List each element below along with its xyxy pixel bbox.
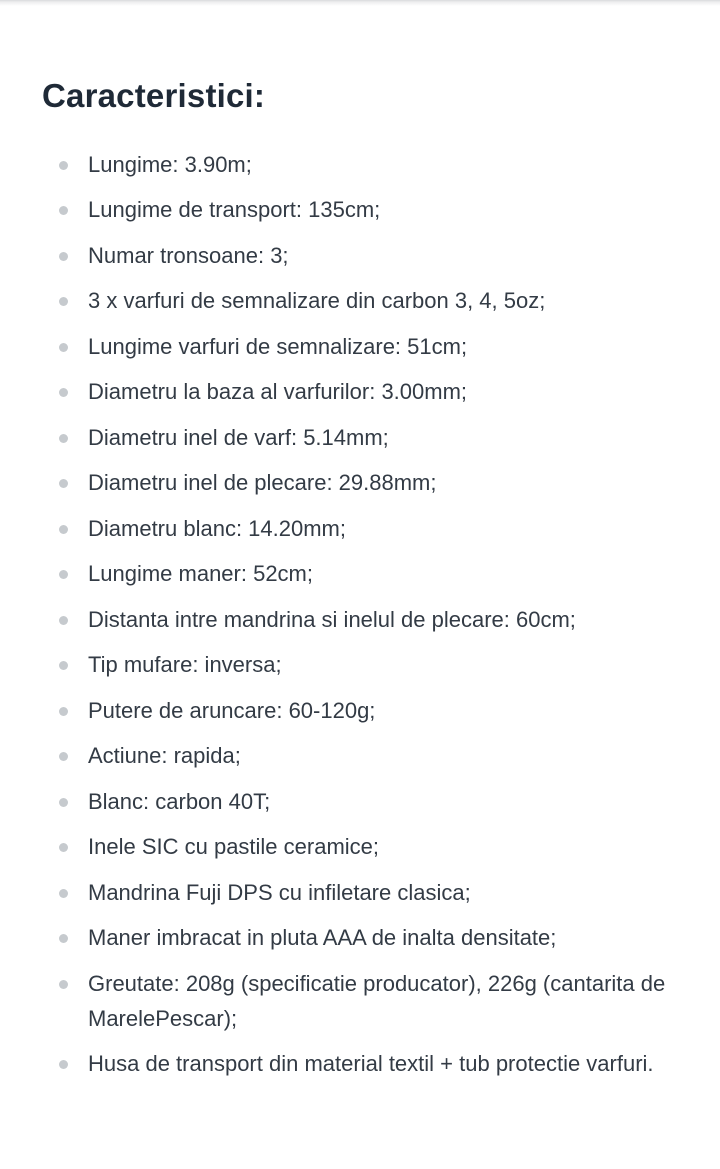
bullet-dot-icon	[59, 707, 68, 716]
bullet-dot-icon	[59, 434, 68, 443]
list-item-text: Husa de transport din material textil + tub protectie varfuri.	[88, 1051, 654, 1076]
bullet-dot-icon	[59, 297, 68, 306]
bullet-dot-icon	[59, 479, 68, 488]
list-item	[42, 921, 682, 956]
list-item-text: Tip mufare: inversa;	[88, 652, 282, 678]
list-item-text: Lungime maner: 52cm;	[88, 561, 313, 587]
list-item	[42, 466, 682, 501]
bullet-dot-icon	[59, 252, 68, 261]
list-item-text: Putere de aruncare: 60-120g;	[88, 697, 376, 723]
list-item	[42, 830, 682, 865]
list-item	[42, 512, 682, 547]
section-title: Caracteristici:	[42, 77, 266, 114]
list-item	[42, 421, 682, 456]
list-item-text: Maner imbracat in pluta AAA de inalta densitate;	[88, 925, 557, 951]
bullet-dot-icon	[59, 1060, 68, 1069]
list-item-text: Inele SIC cu pastile ceramice;	[88, 834, 380, 860]
list-item-text: Greutate: 208g (specificatie producator), 226g (cantarita de MarelePescar);	[88, 970, 666, 1031]
bullet-dot-icon	[59, 161, 68, 170]
list-item-text: Actiune: rapida;	[88, 743, 241, 769]
list-item-text: Numar tronsoane: 3;	[88, 242, 289, 268]
list-item	[42, 603, 682, 638]
list-item-text: Diametru inel de varf: 5.14mm;	[88, 424, 389, 450]
list-item-text: Mandrina Fuji DPS cu infiletare clasica;	[88, 879, 471, 905]
bullet-dot-icon	[59, 570, 68, 579]
list-item	[42, 330, 682, 365]
list-item	[42, 967, 682, 1037]
list-item	[42, 148, 682, 183]
characteristics-section	[42, 74, 682, 1076]
list-item	[42, 694, 682, 729]
bullet-dot-icon	[59, 889, 68, 898]
list-item-text: Blanc: carbon 40T;	[88, 788, 271, 814]
bullet-dot-icon	[59, 934, 68, 943]
bullet-dot-icon	[59, 206, 68, 215]
bullet-dot-icon	[59, 798, 68, 807]
list-item-text: 3 x varfuri de semnalizare din carbon 3, 4, 5oz;	[88, 288, 546, 314]
bullet-dot-icon	[59, 661, 68, 670]
list-item-text: Diametru inel de plecare: 29.88mm;	[88, 470, 437, 496]
bullet-dot-icon	[59, 843, 68, 852]
list-item-text: Diametru blanc: 14.20mm;	[88, 515, 346, 541]
list-item	[42, 239, 682, 274]
list-item	[42, 785, 682, 820]
list-item	[42, 375, 682, 410]
bullet-dot-icon	[59, 525, 68, 534]
list-item	[42, 284, 682, 319]
list-item-text: Lungime: 3.90m;	[88, 152, 252, 177]
bullet-dot-icon	[59, 980, 68, 989]
top-edge-shadow	[0, 0, 720, 6]
list-item	[42, 648, 682, 683]
list-item-text: Distanta intre mandrina si inelul de plecare: 60cm;	[88, 606, 576, 632]
spec-list	[42, 148, 682, 1092]
list-item	[42, 1047, 682, 1082]
list-item-text: Diametru la baza al varfurilor: 3.00mm;	[88, 379, 468, 405]
bullet-dot-icon	[59, 752, 68, 761]
bullet-dot-icon	[59, 616, 68, 625]
list-item-text: Lungime varfuri de semnalizare: 51cm;	[88, 333, 468, 359]
bullet-dot-icon	[59, 343, 68, 352]
list-item	[42, 557, 682, 592]
bullet-dot-icon	[59, 388, 68, 397]
list-item	[42, 739, 682, 774]
list-item	[42, 193, 682, 228]
list-item	[42, 876, 682, 911]
list-item-text: Lungime de transport: 135cm;	[88, 197, 381, 223]
